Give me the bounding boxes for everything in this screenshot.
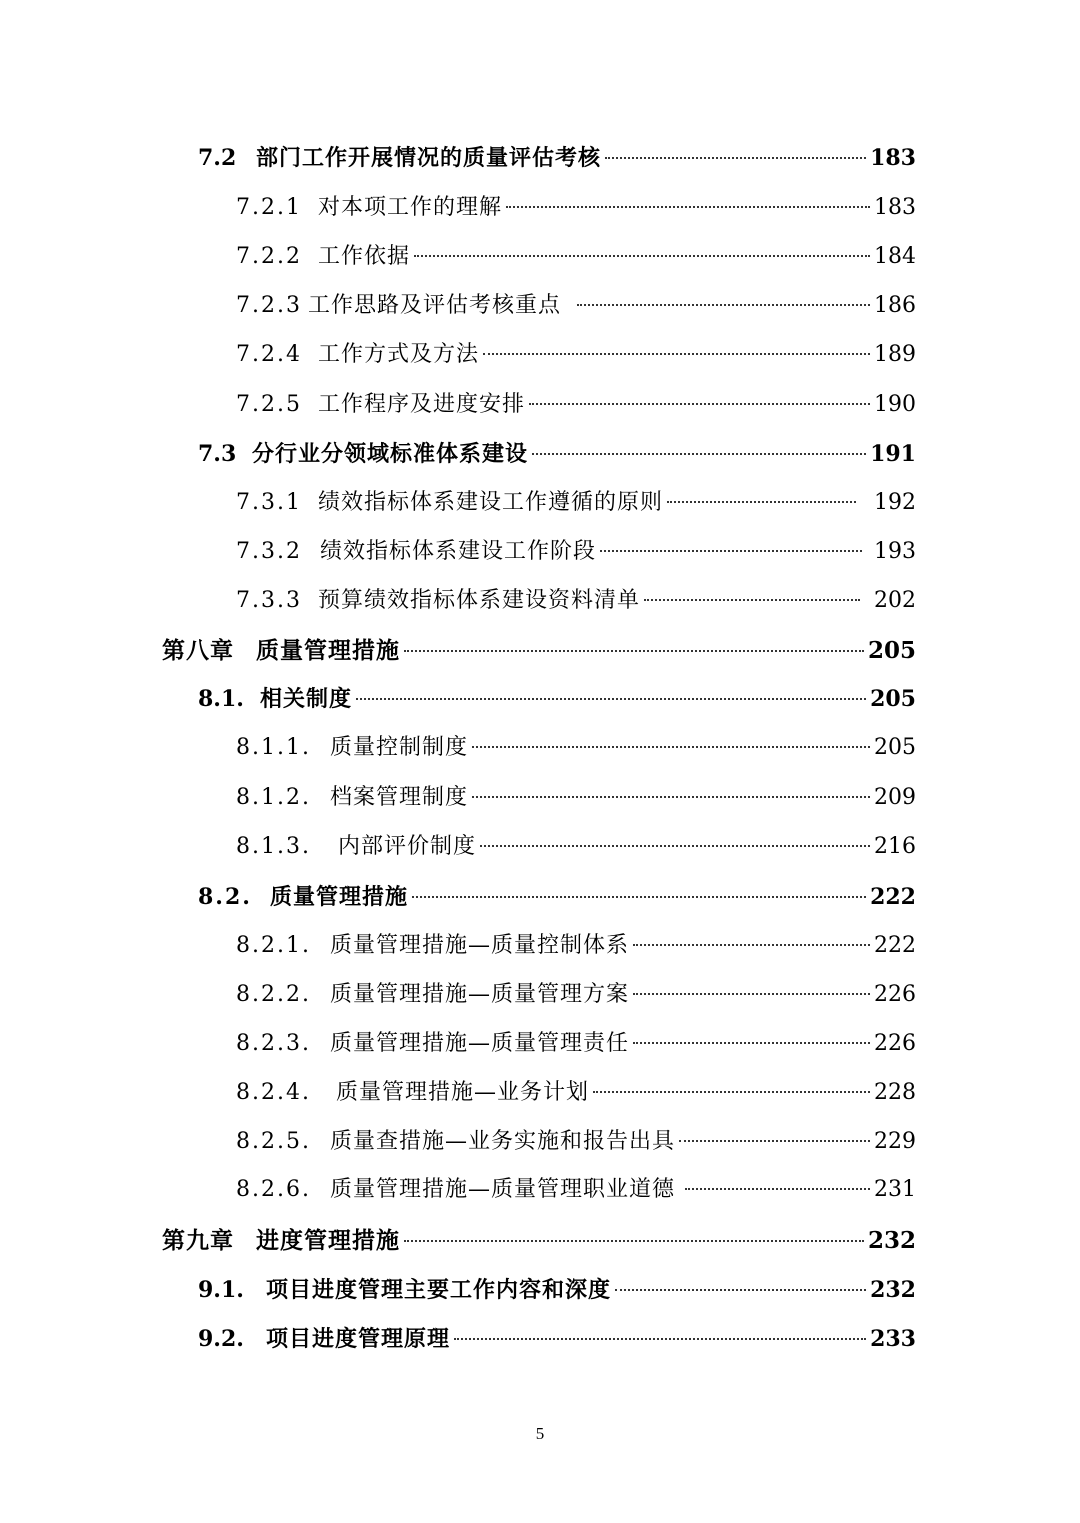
toc-entry-title: 项目进度管理主要工作内容和深度: [266, 1277, 612, 1303]
dot-leader: [615, 1289, 866, 1291]
toc-entry-number: 第九章: [162, 1227, 234, 1254]
dot-leader: [529, 403, 870, 405]
toc-entry-title: 质量管理措施—质量管理方案: [330, 982, 630, 1007]
toc-entry-page: 190: [874, 392, 916, 417]
toc-entry-title: 质量管理措施—质量管理职业道德: [330, 1177, 676, 1202]
toc-entry-number: 7.2: [198, 145, 237, 171]
toc-entry-title: 工作依据: [318, 244, 411, 269]
toc-entry[interactable]: [162, 634, 916, 668]
dot-leader: [667, 501, 856, 503]
toc-entry[interactable]: [236, 1173, 916, 1207]
dot-leader: [633, 993, 870, 995]
toc-entry-title: 进度管理措施: [256, 1227, 400, 1254]
dot-leader: [577, 304, 870, 306]
toc-entry-number: 8.2.6.: [236, 1177, 311, 1202]
dot-leader: [412, 896, 866, 898]
toc-entry[interactable]: [236, 191, 916, 225]
toc-entry[interactable]: [236, 830, 916, 864]
dot-leader: [404, 1240, 864, 1242]
toc-entry-title: 质量管理措施: [256, 637, 400, 664]
toc-entry[interactable]: [198, 437, 916, 471]
toc-entry-number: 8.2.3.: [236, 1031, 311, 1056]
dot-leader: [404, 650, 864, 652]
toc-entry[interactable]: [198, 141, 916, 175]
toc-entry-title: 分行业分领域标准体系建设: [252, 441, 529, 467]
dot-leader: [472, 796, 870, 798]
toc-entry-number: 8.1.3.: [236, 834, 311, 859]
toc-entry[interactable]: [236, 781, 916, 815]
toc-entry-number: 8.1.2.: [236, 785, 311, 810]
dot-leader: [532, 453, 866, 455]
dot-leader: [679, 1140, 870, 1142]
toc-entry-number: 7.2.3: [236, 293, 302, 318]
dot-leader: [356, 698, 866, 700]
toc-entry-number: 9.2.: [198, 1326, 244, 1352]
dot-leader: [483, 353, 870, 355]
toc-entry-page: 193: [874, 539, 916, 564]
toc-entry[interactable]: [236, 1076, 916, 1110]
toc-entry-number: 7.2.5: [236, 392, 302, 417]
toc-entry-page: 226: [874, 982, 916, 1007]
toc-entry[interactable]: [162, 1224, 916, 1258]
toc-entry[interactable]: [236, 978, 916, 1012]
toc-entry-number: 7.3.3: [236, 588, 302, 613]
toc-entry-title: 项目进度管理原理: [266, 1326, 451, 1352]
dot-leader: [633, 944, 870, 946]
toc-entry-page: 205: [867, 637, 916, 664]
toc-entry-page: 216: [874, 834, 916, 859]
toc-entry-title: 绩效指标体系建设工作阶段: [320, 539, 597, 564]
toc-entry-page: 183: [874, 195, 916, 220]
page-number: 5: [535, 1424, 545, 1443]
dot-leader: [685, 1188, 870, 1190]
toc-entry-number: 8.2.1.: [236, 933, 311, 958]
dot-leader: [633, 1042, 870, 1044]
toc-entry-title: 对本项工作的理解: [318, 195, 503, 220]
toc-entry-page: 191: [870, 441, 916, 467]
dot-leader: [414, 255, 870, 257]
toc-entry-page: 231: [874, 1177, 916, 1202]
toc-entry-title: 质量查措施—业务实施和报告出具: [330, 1129, 676, 1154]
toc-entry-title: 绩效指标体系建设工作遵循的原则: [318, 490, 664, 515]
toc-entry-number: 7.3.2: [236, 539, 302, 564]
toc-entry-title: 质量管理措施—质量管理责任: [330, 1031, 630, 1056]
toc-entry-number: 7.2.2: [236, 244, 302, 269]
toc-entry[interactable]: [236, 584, 916, 618]
toc-entry-number: 7.3: [198, 441, 237, 467]
toc-entry-number: 8.2.2.: [236, 982, 311, 1007]
toc-entry[interactable]: [236, 338, 916, 372]
toc-entry[interactable]: [236, 731, 916, 765]
toc-entry-number: 7.2.4: [236, 342, 302, 367]
toc-entry-page: 209: [874, 785, 916, 810]
toc-entry-number: 8.2.4.: [236, 1080, 311, 1105]
toc-entry-number: 8.2.: [198, 884, 252, 910]
toc-entry[interactable]: [198, 880, 916, 914]
toc-entry-number: 7.3.1: [236, 490, 302, 515]
toc-entry-page: 192: [874, 490, 916, 515]
toc-entry-page: 228: [874, 1080, 916, 1105]
dot-leader: [480, 845, 870, 847]
toc-entry-number: 7.2.1: [236, 195, 302, 220]
toc-entry[interactable]: [236, 1125, 916, 1159]
dot-leader: [593, 1091, 870, 1093]
toc-entry[interactable]: [198, 1273, 916, 1307]
dot-leader: [644, 599, 860, 601]
toc-entry-title: 质量管理措施: [270, 884, 409, 910]
toc-entry-page: 233: [870, 1326, 916, 1352]
toc-entry-page: 232: [870, 1277, 916, 1303]
toc-entry-page: 183: [870, 145, 916, 171]
toc-entry-page: 222: [874, 933, 916, 958]
dot-leader: [506, 206, 870, 208]
toc-entry[interactable]: [236, 240, 916, 274]
toc-entry-page: 205: [870, 686, 916, 712]
toc-entry[interactable]: [198, 682, 916, 716]
dot-leader: [605, 157, 866, 159]
toc-entry-title: 内部评价制度: [338, 834, 477, 859]
toc-entry-title: 工作程序及进度安排: [318, 392, 526, 417]
toc-entry-number: 第八章: [162, 637, 234, 664]
toc-entry-title: 部门工作开展情况的质量评估考核: [256, 145, 602, 171]
toc-entry-page: 222: [870, 884, 916, 910]
toc-entry-number: 8.1.1.: [236, 735, 311, 760]
toc-entry-page: 205: [874, 735, 916, 760]
toc-entry-title: 档案管理制度: [330, 785, 469, 810]
toc-entry-page: 226: [874, 1031, 916, 1056]
toc-entry-page: 189: [874, 342, 916, 367]
toc-entry-page: 186: [874, 293, 916, 318]
toc-entry[interactable]: [236, 535, 916, 569]
toc-entry-number: 8.2.5.: [236, 1129, 311, 1154]
toc-entry[interactable]: [236, 486, 916, 520]
toc-entry-title: 质量控制制度: [330, 735, 469, 760]
toc-entry-title: 工作方式及方法: [318, 342, 480, 367]
toc-entry-page: 184: [874, 244, 916, 269]
dot-leader: [472, 746, 870, 748]
toc-entry-page: 202: [874, 588, 916, 613]
toc-entry-title: 相关制度: [260, 686, 353, 712]
toc-entry-title: 质量管理措施—业务计划: [336, 1080, 590, 1105]
dot-leader: [454, 1338, 866, 1340]
toc-entry-title: 质量管理措施—质量控制体系: [330, 933, 630, 958]
toc-entry[interactable]: [198, 1322, 916, 1356]
toc-entry-page: 229: [874, 1129, 916, 1154]
toc-entry-number: 8.1.: [198, 686, 244, 712]
dot-leader: [600, 550, 862, 552]
toc-entry[interactable]: [236, 289, 916, 323]
toc-entry-title: 预算绩效指标体系建设资料清单: [318, 588, 641, 613]
toc-entry-title: 工作思路及评估考核重点: [308, 293, 562, 318]
toc-entry-page: 232: [867, 1227, 916, 1254]
toc-entry[interactable]: [236, 388, 916, 422]
toc-entry-number: 9.1.: [198, 1277, 244, 1303]
toc-entry[interactable]: [236, 929, 916, 963]
toc-entry[interactable]: [236, 1027, 916, 1061]
